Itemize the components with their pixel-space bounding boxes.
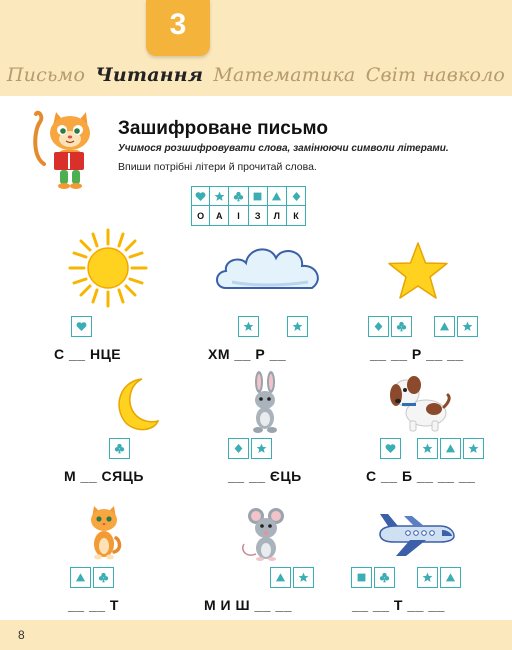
key-letter-row: [191, 206, 306, 226]
key-heart-icon: [191, 186, 210, 206]
triangle-icon: [434, 316, 455, 337]
star-icon: [417, 438, 438, 459]
key-square-icon: [249, 186, 268, 206]
item-6-word: С __ Б __ __ __: [366, 468, 476, 484]
mouse-icon: [236, 506, 292, 562]
lesson-number-tab: [146, 0, 210, 56]
kitten-icon: [86, 504, 122, 562]
diamond-icon: [368, 316, 389, 337]
item-2-symbols: [238, 316, 308, 337]
star-icon: [386, 240, 450, 304]
subject-writing[interactable]: Письмо: [6, 64, 86, 86]
exercise-title: Зашифроване письмо: [118, 118, 328, 139]
item-7-symbols: [70, 567, 114, 588]
footer-band: [0, 620, 512, 650]
key-letter: О: [197, 210, 205, 221]
item-4-symbols: [109, 438, 130, 459]
star-icon: [251, 438, 272, 459]
item-3-word: __ __ Р __ __: [370, 346, 464, 362]
item-9-symbols: [351, 567, 461, 588]
key-club-icon: [229, 186, 248, 206]
cipher-key: [191, 186, 306, 226]
page-number: 8: [18, 628, 25, 642]
heart-icon: [71, 316, 92, 337]
subject-world[interactable]: Світ навколо: [365, 64, 506, 86]
key-letter: І: [237, 210, 240, 221]
item-6-symbols: [380, 438, 484, 459]
heart-icon: [380, 438, 401, 459]
key-letter: А: [216, 210, 223, 221]
diamond-icon: [228, 438, 249, 459]
item-9-word: __ __ Т __ __: [352, 597, 445, 613]
item-8-word: М И Ш __ __: [204, 597, 292, 613]
triangle-icon: [440, 438, 461, 459]
item-5-word: __ __ ЄЦЬ: [228, 468, 302, 484]
club-icon: [93, 567, 114, 588]
item-1-word: С __ НЦЕ: [54, 346, 122, 362]
square-icon: [351, 567, 372, 588]
club-icon: [391, 316, 412, 337]
item-1-symbols: [71, 316, 92, 337]
star-icon: [238, 316, 259, 337]
exercise-subtitle: Учимося розшифровувати слова, замінюючи символи літерами.: [118, 143, 449, 154]
item-4-word: М __ СЯЦЬ: [64, 468, 144, 484]
triangle-icon: [70, 567, 91, 588]
key-triangle-icon: [268, 186, 287, 206]
key-star-icon: [210, 186, 229, 206]
item-5-symbols: [228, 438, 272, 459]
item-2-word: ХМ __ Р __: [208, 346, 287, 362]
lesson-number: 3: [169, 8, 187, 41]
key-symbol-row: [191, 186, 306, 206]
star-icon: [293, 567, 314, 588]
key-diamond-icon: [287, 186, 306, 206]
airplane-icon: [374, 510, 458, 560]
key-letter: К: [293, 210, 299, 221]
subject-reading[interactable]: Читання: [95, 64, 204, 86]
cloud-icon: [212, 238, 330, 298]
bunny-icon: [247, 370, 283, 436]
star-icon: [463, 438, 484, 459]
triangle-icon: [270, 567, 291, 588]
key-letter: З: [254, 210, 261, 221]
cat-mascot-icon: [30, 100, 108, 192]
subject-math[interactable]: Математика: [213, 64, 356, 86]
subject-list: [0, 64, 512, 92]
star-icon: [457, 316, 478, 337]
sun-icon: [66, 226, 150, 310]
star-icon: [417, 567, 438, 588]
item-3-symbols: [368, 316, 478, 337]
moon-icon: [108, 375, 160, 433]
exercise-instruction: Впиши потрібні літери й прочитай слова.: [118, 161, 317, 173]
triangle-icon: [440, 567, 461, 588]
item-7-word: __ __ Т: [68, 597, 119, 613]
club-icon: [109, 438, 130, 459]
key-letter: Л: [273, 210, 280, 221]
club-icon: [374, 567, 395, 588]
star-icon: [287, 316, 308, 337]
dog-icon: [384, 373, 452, 435]
item-8-symbols: [270, 567, 314, 588]
